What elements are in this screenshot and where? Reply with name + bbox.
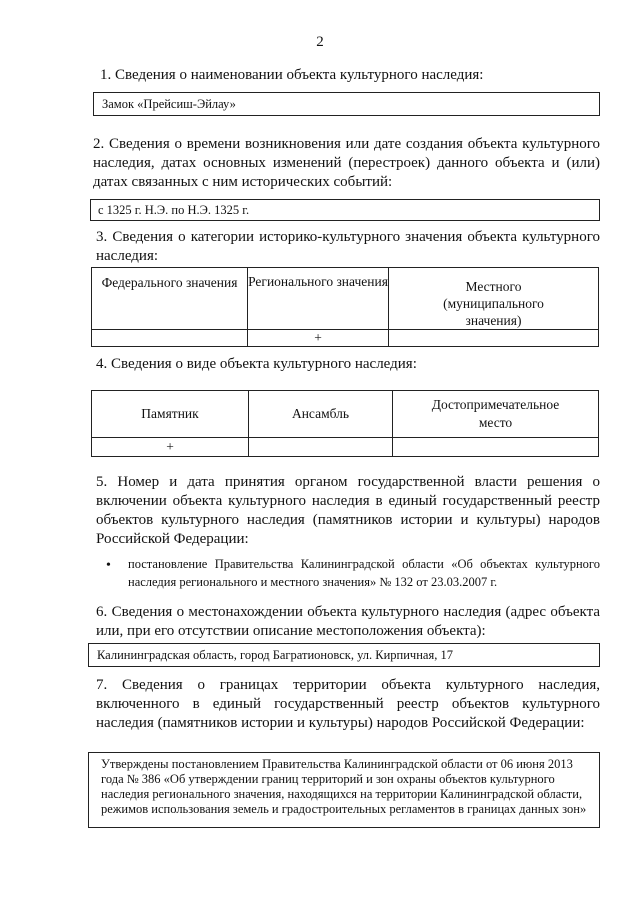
section-1-value-box: [93, 92, 600, 116]
col-ensemble: Ансамбль: [249, 391, 393, 438]
col-local: Местного (муниципального значения): [389, 268, 599, 330]
mark-monument: +: [92, 438, 249, 457]
kind-header-row: [92, 391, 599, 438]
mark-landmark: [393, 438, 599, 457]
col-regional: Регионального значения: [248, 268, 389, 330]
mark-regional: +: [248, 330, 389, 347]
section-1-heading: 1. Сведения о наименовании объекта культурного наследия:: [100, 67, 484, 83]
section-6-value-box: [88, 643, 600, 667]
object-name: Замок «Прейсиш-Эйлау»: [102, 97, 236, 111]
col-federal: Федерального значения: [92, 268, 248, 330]
creation-date: с 1325 г. Н.Э. по Н.Э. 1325 г.: [98, 203, 250, 217]
bullet-dot: •: [106, 558, 111, 573]
category-mark-row: [92, 330, 599, 347]
section-7-heading: 7. Сведения о границах территории объекта культурного наследия, включенного в единый государственный реестр объектов культурного наследия (памятников истории и культуры) народов Российской Федерации:: [96, 677, 600, 731]
section-4-heading: 4. Сведения о виде объекта культурного наследия:: [96, 356, 417, 372]
section-7-value-box: [88, 752, 600, 828]
col-monument: Памятник: [92, 391, 249, 438]
location-address: Калининградская область, город Багратионовск, ул. Кирпичная, 17: [97, 648, 453, 662]
col-landmark: Достопримечательное место: [393, 391, 599, 438]
mark-ensemble: [249, 438, 393, 457]
mark-local: [389, 330, 599, 347]
category-header-row: [92, 268, 599, 330]
section-6-heading: 6. Сведения о местонахождении объекта культурного наследия (адрес объекта или, при его отсутствии описание местоположения объекта):: [96, 604, 600, 639]
page-number: 2: [316, 34, 324, 50]
kind-table: [91, 390, 599, 457]
boundaries-text: Утверждены постановлением Правительства Калининградской области от 06 июня 2013 года № 386 «Об утверждении границ территорий и зон охраны объектов культурного наследия регионального значения, находящихся на территории Калининградской области, режимов использования земель и градостроительных регламентов в границах данных зон»: [101, 757, 587, 816]
section-5-decree: постановление Правительства Калининградской области «Об объектах культурного наследия регионального и местного значения» № 132 от 23.03.2007 г.: [128, 557, 600, 589]
category-table: [91, 267, 599, 347]
section-2-value-box: [90, 199, 600, 221]
mark-federal: [92, 330, 248, 347]
kind-mark-row: [92, 438, 599, 457]
section-3-heading: 3. Сведения о категории историко-культурного значения объекта культурного наследия:: [96, 229, 600, 264]
section-2-heading: 2. Сведения о времени возникновения или дате создания объекта культурного наследия, датах основных изменений (перестроек) данного объекта и (или) датах связанных с ним исторических событий:: [93, 136, 600, 190]
section-5-heading: 5. Номер и дата принятия органом государственной власти решения о включении объекта культурного наследия в единый государственный реестр объектов культурного наследия (памятников истории и культуры) народов Российской Федерации:: [96, 474, 600, 547]
